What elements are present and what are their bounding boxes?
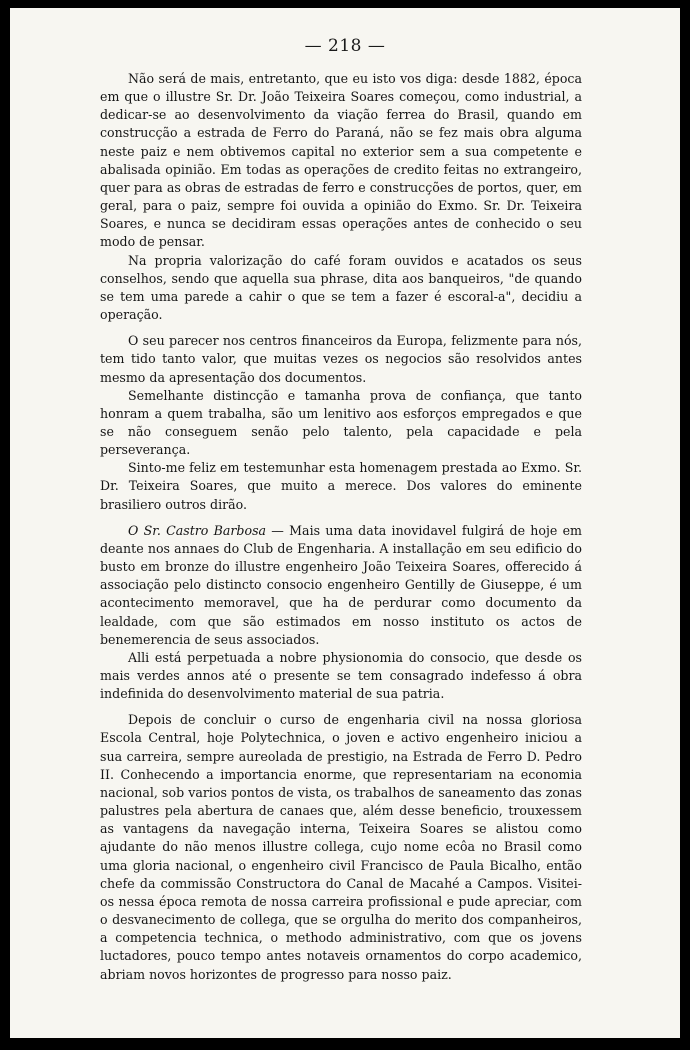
paragraph-1: Não será de mais, entretanto, que eu isto vos diga: desde 1882, época em que o illustre Sr. Dr. João Teixeira Soares começou, como industrial, a dedicar-se ao desenvolvimento da viação ferrea do Brasil, quando em construcção a estrada de Ferro do Paraná, não se fez mais obra alguma neste paiz e nem obtivemos capital no exterior sem a sua competente e abalisada opinião. Em todas as operações de credito feitas no extrangeiro, quer para as obras de estradas de ferro e construcções de portos, quer, em geral, para o paiz, sempre foi ouvida a opinião do Exmo. Sr. Dr. Teixeira Soares, e nunca se decidiram essas operações antes de conhecido o seu modo de pensar. (100, 71, 582, 250)
document-body (100, 70, 582, 984)
paragraph-3: O seu parecer nos centros financeiros da Europa, felizmente para nós, tem tido tanto valor, que muitas vezes os negocios são resolvidos antes mesmo da apresentação dos documentos. (100, 333, 582, 385)
paragraph-8: Depois de concluir o curso de engenharia civil na nossa gloriosa Escola Central, hoje Polytechnica, o joven e activo engenheiro iniciou a sua carreira, sempre aureolada de prestigio, na Estrada de Ferro D. Pedro II. Conhecendo a importancia enorme, que representariam na economia nacional, sob varios pontos de vista, os trabalhos de saneamento das zonas palustres pela abertura de canaes que, além desse beneficio, trouxessem as vantagens da navegação interna, Teixeira Soares se alistou como ajudante do não menos illustre collega, cujo nome ecôa no Brasil como uma gloria nacional, o engenheiro civil Francisco de Paula Bicalho, então chefe da commissão Constructora do Canal de Macahé a Campos. Visitei-os nessa época remota de nossa carreira profissional e pude apreciar, com o desvanecimento de collega, que se orgulha do merito dos companheiros, a competencia technica, o methodo administrativo, com que os jovens luctadores, pouco tempo antes notaveis ornamentos do corpo academico, abriam novos horizontes de progresso para nosso paiz. (100, 712, 582, 982)
paragraph-4: Semelhante distincção e tamanha prova de confiança, que tanto honram a quem trabalha, são um lenitivo aos esforços empregados e que se não conseguem senão pelo talento, pela capacidade e pela perseverança. (100, 387, 582, 458)
page-number: — 218 — (304, 36, 386, 56)
speaker-name: O Sr. Castro Barbosa (128, 522, 267, 538)
document-page (10, 8, 680, 1038)
paragraph-6 (100, 522, 582, 649)
paragraph-2: Na propria valorização do café foram ouvidos e acatados os seus conselhos, sendo que aquella sua phrase, dita aos banqueiros, "de quando se tem uma parede a cahir o que se tem a fazer é escoral-a", decidiu a operação. (100, 252, 582, 323)
paragraph-7: Alli está perpetuada a nobre physionomia do consocio, que desde os mais verdes annos até o presente se tem consagrado indefesso á obra indefinida do desenvolvimento material de sua patria. (100, 649, 582, 702)
paragraph-6-text: — Mais uma data inovidavel fulgirá de hoje em deante nos annaes do Club de Engenharia. A installação em seu edificio do busto em bronze do illustre engenheiro João Teixeira Soares, offerecido á associação pelo distincto consocio engenheiro Gentilly de Giuseppe, é um acontecimento memoravel, que ha de perdurar como documento da lealdade, com que são estimados em nosso instituto os actos de benemerencia de seus associados. (100, 522, 582, 647)
paragraph-5: Sinto-me feliz em testemunhar esta homenagem prestada ao Exmo. Sr. Dr. Teixeira Soares, que muito a merece. Dos valores do eminente brasiliero outros dirão. (100, 460, 582, 512)
